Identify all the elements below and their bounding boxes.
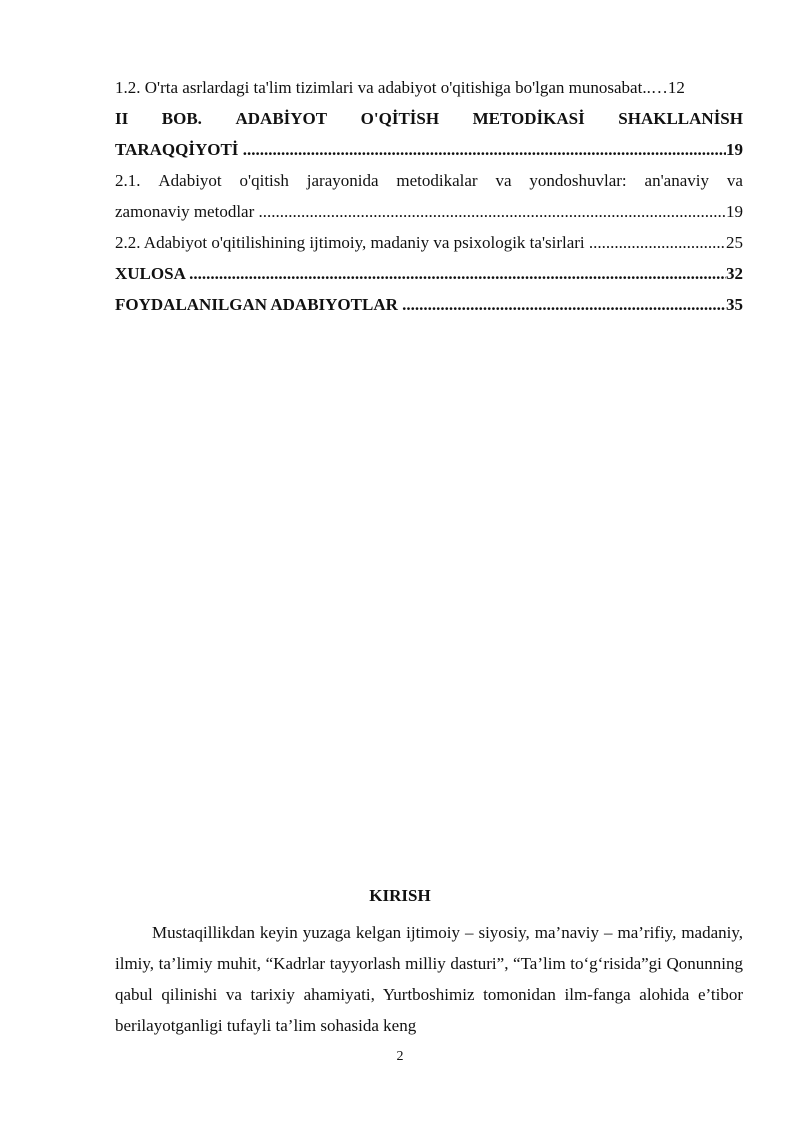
toc-item-2-1-word: metodikalar [396,171,478,190]
toc-item-2-1-title [115,196,726,227]
toc-item-2-2-page: 25 [726,233,743,252]
toc-item-2-1-line2[interactable] [115,196,743,227]
toc-references[interactable] [115,289,743,320]
toc-chapter-2-page: 19 [726,140,743,159]
table-of-contents [115,72,743,320]
toc-chapter-2-line1[interactable] [115,103,743,134]
toc-references-title-text: FOYDALANILGAN ADABIYOTLAR [115,295,398,314]
toc-references-page: 35 [726,295,743,314]
toc-chapter-2-word: O'QİTİSH [360,109,440,128]
toc-conclusion-title [115,258,726,289]
toc-item-2-1-word: o'qitish [239,171,289,190]
page-number: 2 [396,1049,404,1064]
toc-item-2-2[interactable] [115,227,743,258]
intro-paragraph: Mustaqillikdan keyin yuzaga kelgan ijtimoiy – siyosiy, ma’naviy – ma’rifiy, madaniy, ilmiy, ta’limiy muhit, “Kadrlar tayyorlash milliy dasturi”, “Ta’lim to‘g‘risida”gi Qonunning qabul qilinishi va tarixiy ahamiyati, Yurtboshimiz tomonidan ilm-fanga alohida e’tibor berilayotganligi tufayli ta’lim sohasida keng [115,923,743,1035]
toc-conclusion-page: 32 [726,264,743,283]
toc-chapter-2-word: METODİKASİ [472,109,585,128]
toc-conclusion-title-text: XULOSA [115,264,185,283]
toc-chapter-2-word: ADABİYOT [235,109,328,128]
toc-item-2-2-title [115,227,726,258]
toc-references-title [115,289,726,320]
toc-item-1-2-title: 1.2. O'rta asrlardagi ta'lim tizimlari va adabiyot o'qitishiga bo'lgan munosabat [115,78,643,97]
toc-item-2-2-title-text: 2.2. Adabiyot o'qitilishining ijtimoiy, madaniy va psixologik ta'sirlari [115,233,585,252]
toc-item-2-1-word: va [726,171,743,190]
toc-chapter-2-word: BOB. [161,109,202,128]
intro-heading: KIRISH [369,886,431,905]
toc-item-2-1-word: jarayonida [306,171,379,190]
toc-item-2-1-word: an'anaviy [644,171,709,190]
toc-item-2-1-word: va [495,171,512,190]
toc-chapter-2-line2[interactable] [115,134,743,165]
toc-item-1-2[interactable] [115,72,743,103]
toc-chapter-2-title-text: TARAQQİYOTİ [115,140,239,159]
toc-item-2-1-word: 2.1. [115,171,141,190]
toc-item-2-1-word: Adabiyot [158,171,222,190]
toc-chapter-2-word: SHAKLLANİSH [618,109,743,128]
toc-chapter-2-word: II [115,109,129,128]
toc-item-2-1-title-text: zamonaviy metodlar [115,202,255,221]
toc-item-2-1-line1[interactable] [115,165,743,196]
toc-item-2-1-page: 19 [726,202,743,221]
toc-item-2-1-word: yondoshuvlar: [529,171,627,190]
toc-chapter-2-title [115,134,726,165]
toc-conclusion[interactable] [115,258,743,289]
toc-item-1-2-page: ..…12 [642,78,685,97]
